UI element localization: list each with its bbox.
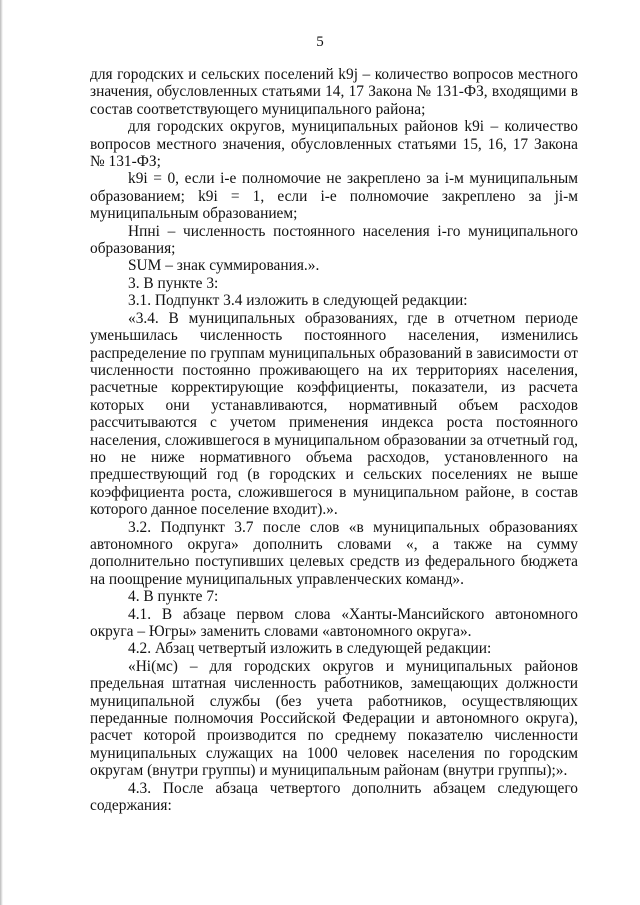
paragraph-3: k9i = 0, если i-е полномочие не закреплено за i-м муниципальным образованием; k9i = 1, если i-е полномочие закреплено за ji-м муниципальным образованием; [90, 170, 578, 223]
paragraph-12: 4.2. Абзац четвертый изложить в следующей редакции: [128, 640, 492, 658]
paragraph-11: 4.1. В абзаце первом слова «Ханты-Мансийского автономного округа – Югры» заменить словами «автономного округа». [90, 605, 578, 640]
paragraph-2: для городских округов, муниципальных районов k9i – количество вопросов местного значения, обусловленных статьями 15, 16, 17 Закона № 131-ФЗ; [90, 118, 578, 171]
paragraph-5: SUM – знак суммирования.». [128, 257, 320, 275]
paragraph-13: «Hi(мс) – для городских округов и муниципальных районов предельная штатная численность работников, замещающих должности муниципальной службы (без учета работников, осуществляющих переданные полномочия Российской Федерации и автономного округа), расчет которой производится по среднему показателю численности муниципальных служащих на 1000 человек населения по городским округам (внутри группы) и муниципальным районам (внутри группы);». [90, 657, 578, 780]
paragraph-8: «3.4. В муниципальных образованиях, где в отчетном периоде уменьшилась численность постоянного населения, изменились распределение по группам муниципальных образований в зависимости от численности постоянно проживающего на их территориях населения, расчетные корректирующие коэффициенты, показатели, из расчета которых они устанавливаются, нормативный объем расходов рассчитываются с учетом применения индекса роста постоянного населения, сложившегося в муниципальном образовании за отчетный год, но не ниже нормативного объема расходов, установленного на предшествующий год (в городских и сельских поселениях не выше коэффициента роста, сложившегося в муниципальном районе, в состав которого данное поселение входит).». [90, 309, 578, 519]
paragraph-14: 4.3. После абзаца четвертого дополнить абзацем следующего содержания: [90, 779, 578, 815]
paragraph-10: 4. В пункте 7: [128, 588, 219, 606]
page-number: 5 [316, 34, 324, 50]
paragraph-6: 3. В пункте 3: [128, 274, 219, 292]
scan-edge [0, 0, 3, 905]
paragraph-1: для городских и сельских поселений k9j – количество вопросов местного значения, обусловленных статьями 14, 17 Закона № 131-ФЗ, входящими в состав соответствующего муниципального района; [90, 66, 578, 118]
paragraph-4: Нпні – численность постоянного населения i-го муниципального образования; [90, 222, 578, 258]
paragraph-7: 3.1. Подпункт 3.4 изложить в следующей редакции: [128, 292, 468, 310]
document-body [90, 66, 578, 814]
paragraph-9: 3.2. Подпункт 3.7 после слов «в муниципальных образованиях автономного округа» дополнить словами «, а также на сумму дополнительно поступивших целевых средств из федерального бюджета на поощрение муниципальных управленческих команд». [90, 518, 578, 588]
